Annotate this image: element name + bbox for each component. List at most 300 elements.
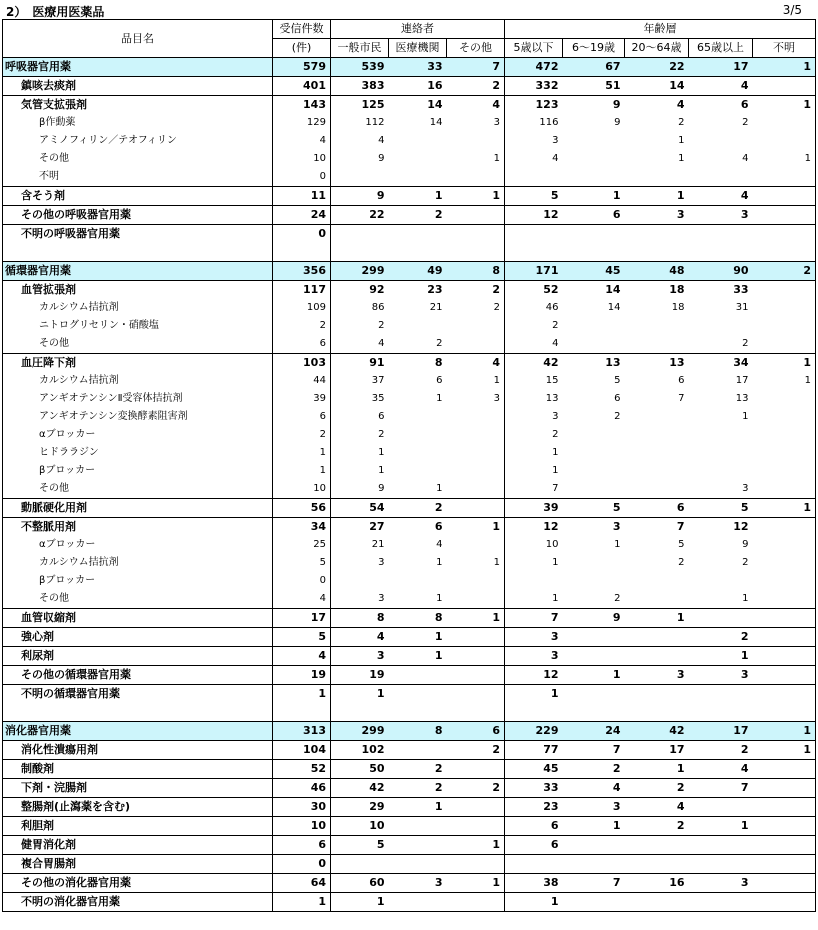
cell-value: 1 <box>625 187 689 206</box>
cell-value: 2 <box>678 557 685 568</box>
cell-value <box>389 685 447 704</box>
cell-value <box>331 168 389 187</box>
column-group-age: 年齢層 <box>505 20 816 39</box>
cell-value: 1 <box>742 593 749 604</box>
cell-value: 3 <box>563 518 625 537</box>
cell-value: 1 <box>753 354 816 373</box>
row-label: 整腸剤(止瀉薬を含む) <box>3 798 273 817</box>
cell-value: 30 <box>273 798 331 817</box>
cell-value <box>625 243 689 262</box>
cell-value: 91 <box>331 354 389 373</box>
table-row <box>3 281 816 300</box>
cell-value <box>689 168 753 187</box>
cell-value: 18 <box>625 281 689 300</box>
cell-value: 2 <box>447 77 505 96</box>
table-row <box>3 462 816 480</box>
cell-value <box>563 335 625 354</box>
table-row <box>3 722 816 741</box>
row-label: 不整脈用剤 <box>3 518 273 537</box>
row-label: その他の循環器官用薬 <box>3 666 273 685</box>
cell-value: 1 <box>447 874 505 893</box>
column-header-other: その他 <box>447 39 505 58</box>
cell-value <box>753 390 816 408</box>
cell-value <box>389 225 447 244</box>
cell-value: 4 <box>378 338 385 349</box>
cell-value <box>447 628 505 647</box>
cell-value <box>447 408 505 426</box>
cell-value: 6 <box>689 96 753 115</box>
cell-value: 1 <box>753 96 816 115</box>
cell-value <box>689 243 753 262</box>
cell-value <box>689 609 753 628</box>
cell-value: 125 <box>331 96 389 115</box>
cell-value: 56 <box>273 499 331 518</box>
cell-value: 14 <box>563 281 625 300</box>
cell-value: 2 <box>447 779 505 798</box>
cell-value <box>447 462 505 480</box>
cell-value: 1 <box>389 187 447 206</box>
row-label: アンギオテンシン変換酵素阻害剤 <box>3 408 273 426</box>
cell-value: 60 <box>331 874 389 893</box>
cell-value: 23 <box>505 798 563 817</box>
cell-value <box>447 647 505 666</box>
table-row <box>3 536 816 554</box>
column-header-count: 受信件数 <box>273 20 331 39</box>
cell-value: 2 <box>614 411 621 422</box>
cell-value <box>753 893 816 912</box>
cell-value: 2 <box>742 557 749 568</box>
cell-value: 5 <box>505 187 563 206</box>
cell-value <box>389 855 447 874</box>
cell-value: 6 <box>563 206 625 225</box>
cell-value: 15 <box>545 375 559 386</box>
cell-value <box>563 225 625 244</box>
row-label: 利尿剤 <box>3 647 273 666</box>
row-label: カルシウム拮抗剤 <box>3 554 273 572</box>
cell-value: 1 <box>689 817 753 836</box>
cell-value: 42 <box>505 354 563 373</box>
cell-value <box>389 426 447 444</box>
table-row <box>3 132 816 150</box>
row-label: その他 <box>3 150 273 168</box>
table-row <box>3 685 816 704</box>
cell-value: 7 <box>552 483 559 494</box>
cell-value <box>753 798 816 817</box>
cell-value: 1 <box>742 411 749 422</box>
cell-value: 17 <box>689 58 753 77</box>
cell-value: 1 <box>505 893 563 912</box>
cell-value: 117 <box>273 281 331 300</box>
cell-value: 6 <box>447 722 505 741</box>
cell-value <box>563 855 625 874</box>
cell-value: 332 <box>505 77 563 96</box>
row-label: カルシウム拮抗剤 <box>3 299 273 317</box>
cell-value <box>753 685 816 704</box>
cell-value: 1 <box>625 609 689 628</box>
cell-value: 44 <box>273 372 331 390</box>
cell-value: 29 <box>331 798 389 817</box>
cell-value <box>447 703 505 722</box>
cell-value: 16 <box>389 77 447 96</box>
column-header-count-unit: (件) <box>273 39 331 58</box>
cell-value <box>753 206 816 225</box>
table-row <box>3 836 816 855</box>
cell-value: 3 <box>625 666 689 685</box>
row-label: その他 <box>3 590 273 609</box>
column-header-medical: 医療機関 <box>389 39 447 58</box>
cell-value: 1 <box>273 462 331 480</box>
table-row <box>3 77 816 96</box>
cell-value: 1 <box>447 609 505 628</box>
cell-value: 12 <box>505 666 563 685</box>
cell-value <box>563 132 625 150</box>
cell-value: 45 <box>505 760 563 779</box>
cell-value: 6 <box>505 817 563 836</box>
cell-value <box>625 893 689 912</box>
cell-value: 1 <box>505 685 563 704</box>
cell-value: 104 <box>273 741 331 760</box>
cell-value: 2 <box>563 760 625 779</box>
row-label: 気管支拡張剤 <box>3 96 273 115</box>
cell-value <box>447 536 505 554</box>
table-row <box>3 96 816 115</box>
column-header-age-6-19: 6～19歳 <box>563 39 625 58</box>
cell-value: 2 <box>389 499 447 518</box>
cell-value: 1 <box>436 393 443 404</box>
cell-value: 2 <box>625 817 689 836</box>
cell-value: 4 <box>273 590 331 609</box>
cell-value: 10 <box>331 817 389 836</box>
cell-value: 39 <box>273 390 331 408</box>
cell-value: 77 <box>505 741 563 760</box>
cell-value: 4 <box>625 798 689 817</box>
cell-value: 8 <box>447 262 505 281</box>
cell-value: 4 <box>447 96 505 115</box>
cell-value <box>689 225 753 244</box>
cell-value <box>447 444 505 462</box>
cell-value: 6 <box>273 335 331 354</box>
cell-value: 1 <box>331 685 389 704</box>
cell-value: 92 <box>331 281 389 300</box>
cell-value: 24 <box>563 722 625 741</box>
cell-value <box>447 317 505 335</box>
cell-value: 2 <box>447 281 505 300</box>
cell-value: 45 <box>563 262 625 281</box>
row-label: 複合胃腸剤 <box>3 855 273 874</box>
cell-value <box>689 462 753 480</box>
cell-value: 6 <box>273 836 331 855</box>
cell-value <box>753 874 816 893</box>
cell-value: 1 <box>753 150 816 168</box>
table-row <box>3 590 816 609</box>
cell-value <box>447 132 505 150</box>
cell-value <box>389 408 447 426</box>
cell-value: 21 <box>371 539 385 550</box>
cell-value: 13 <box>545 393 559 404</box>
table-row <box>3 354 816 373</box>
row-label: 消化性潰瘍用剤 <box>3 741 273 760</box>
cell-value: 1 <box>689 647 753 666</box>
cell-value <box>753 836 816 855</box>
cell-value: 86 <box>371 302 385 313</box>
cell-value: 4 <box>552 153 559 164</box>
cell-value <box>753 132 816 150</box>
cell-value <box>447 666 505 685</box>
cell-value: 9 <box>563 609 625 628</box>
cell-value <box>753 554 816 572</box>
cell-value: 9 <box>563 96 625 115</box>
cell-value: 2 <box>742 117 749 128</box>
table-row <box>3 58 816 77</box>
cell-value: 2 <box>447 741 505 760</box>
cell-value: 42 <box>625 722 689 741</box>
cell-value <box>753 281 816 300</box>
cell-value: 1 <box>447 554 505 572</box>
row-label: βブロッカー <box>3 572 273 590</box>
table-row <box>3 299 816 317</box>
cell-value <box>331 572 389 590</box>
cell-value <box>389 150 447 168</box>
cell-value: 4 <box>552 338 559 349</box>
cell-value: 1 <box>563 817 625 836</box>
table-row <box>3 168 816 187</box>
cell-value: 383 <box>331 77 389 96</box>
cell-value <box>625 426 689 444</box>
cell-value: 9 <box>614 117 621 128</box>
cell-value: 299 <box>331 722 389 741</box>
cell-value: 21 <box>429 302 443 313</box>
cell-value: 2 <box>389 760 447 779</box>
table-row <box>3 779 816 798</box>
table-row <box>3 243 816 262</box>
row-label: 不明の消化器官用薬 <box>3 893 273 912</box>
cell-value: 51 <box>563 77 625 96</box>
cell-value: 38 <box>505 874 563 893</box>
cell-value: 1 <box>753 58 816 77</box>
cell-value: 2 <box>552 320 559 331</box>
cell-value: 3 <box>563 798 625 817</box>
table-row <box>3 426 816 444</box>
cell-value <box>389 666 447 685</box>
cell-value: 37 <box>371 375 385 386</box>
cell-value <box>563 243 625 262</box>
cell-value: 6 <box>505 836 563 855</box>
cell-value <box>753 666 816 685</box>
table-row <box>3 554 816 572</box>
cell-value: 23 <box>389 281 447 300</box>
cell-value: 1 <box>678 153 685 164</box>
cell-value: 33 <box>505 779 563 798</box>
cell-value: 7 <box>689 779 753 798</box>
cell-value <box>447 243 505 262</box>
cell-value: 1 <box>552 557 559 568</box>
report-header <box>0 0 818 18</box>
cell-value: 579 <box>273 58 331 77</box>
row-label: 含そう剤 <box>3 187 273 206</box>
cell-value: 35 <box>371 393 385 404</box>
cell-value: 2 <box>378 320 385 331</box>
cell-value: 112 <box>365 117 385 128</box>
row-label: カルシウム拮抗剤 <box>3 372 273 390</box>
cell-value: 5 <box>273 554 331 572</box>
cell-value <box>447 480 505 499</box>
cell-value: 7 <box>563 741 625 760</box>
cell-value: 50 <box>331 760 389 779</box>
cell-value: 3 <box>689 206 753 225</box>
cell-value <box>625 444 689 462</box>
cell-value: 356 <box>273 262 331 281</box>
cell-value: 48 <box>625 262 689 281</box>
cell-value: 1 <box>273 685 331 704</box>
cell-value: 0 <box>273 572 331 590</box>
row-label: αブロッカー <box>3 536 273 554</box>
cell-value: 25 <box>273 536 331 554</box>
statistics-table <box>2 19 816 912</box>
cell-value: 1 <box>447 187 505 206</box>
cell-value <box>389 168 447 187</box>
cell-value: 24 <box>273 206 331 225</box>
cell-value: 14 <box>607 302 621 313</box>
cell-value: 8 <box>331 609 389 628</box>
table-row <box>3 760 816 779</box>
cell-value: 67 <box>563 58 625 77</box>
cell-value: 7 <box>625 518 689 537</box>
cell-value: 1 <box>389 647 447 666</box>
table-row <box>3 206 816 225</box>
cell-value: 12 <box>505 518 563 537</box>
cell-value: 2 <box>552 429 559 440</box>
cell-value <box>331 703 389 722</box>
cell-value <box>625 572 689 590</box>
cell-value <box>563 168 625 187</box>
cell-value: 1 <box>552 593 559 604</box>
cell-value <box>753 168 816 187</box>
cell-value: 3 <box>689 666 753 685</box>
cell-value: 1 <box>753 722 816 741</box>
cell-value: 22 <box>625 58 689 77</box>
cell-value: 1 <box>389 798 447 817</box>
cell-value: 1 <box>753 372 816 390</box>
cell-value: 5 <box>614 375 621 386</box>
cell-value <box>753 187 816 206</box>
cell-value: 116 <box>539 117 559 128</box>
cell-value <box>689 893 753 912</box>
cell-value: 6 <box>614 393 621 404</box>
cell-value: 9 <box>331 187 389 206</box>
cell-value <box>447 798 505 817</box>
cell-value <box>447 760 505 779</box>
cell-value <box>505 703 563 722</box>
row-label: 健胃消化剤 <box>3 836 273 855</box>
row-label: 制酸剤 <box>3 760 273 779</box>
cell-value <box>563 685 625 704</box>
table-row <box>3 609 816 628</box>
cell-value <box>689 703 753 722</box>
cell-value: 31 <box>735 302 749 313</box>
cell-value <box>331 243 389 262</box>
cell-value: 2 <box>689 628 753 647</box>
cell-value: 7 <box>505 609 563 628</box>
cell-value: 5 <box>678 539 685 550</box>
cell-value <box>273 243 331 262</box>
cell-value: 8 <box>389 722 447 741</box>
cell-value <box>563 317 625 335</box>
cell-value: 4 <box>689 77 753 96</box>
cell-value <box>753 518 816 537</box>
cell-value: 6 <box>625 499 689 518</box>
column-header-public: 一般市民 <box>331 39 389 58</box>
cell-value: 3 <box>378 593 385 604</box>
cell-value: 2 <box>625 779 689 798</box>
cell-value: 3 <box>331 647 389 666</box>
cell-value: 4 <box>625 96 689 115</box>
cell-value: 2 <box>742 338 749 349</box>
table-row <box>3 317 816 335</box>
cell-value <box>625 647 689 666</box>
table-row <box>3 628 816 647</box>
cell-value <box>389 836 447 855</box>
cell-value <box>505 243 563 262</box>
table-row <box>3 647 816 666</box>
cell-value: 1 <box>614 539 621 550</box>
cell-value <box>753 77 816 96</box>
cell-value: 19 <box>331 666 389 685</box>
cell-value <box>447 225 505 244</box>
cell-value: 2 <box>273 426 331 444</box>
table-row <box>3 372 816 390</box>
cell-value <box>625 225 689 244</box>
cell-value <box>563 426 625 444</box>
cell-value: 33 <box>389 58 447 77</box>
cell-value <box>563 444 625 462</box>
cell-value <box>753 703 816 722</box>
table-row <box>3 666 816 685</box>
row-label: その他の呼吸器官用薬 <box>3 206 273 225</box>
row-label: 血管拡張剤 <box>3 281 273 300</box>
cell-value: 11 <box>273 187 331 206</box>
cell-value: 2 <box>678 117 685 128</box>
cell-value: 2 <box>389 779 447 798</box>
cell-value <box>563 647 625 666</box>
cell-value: 3 <box>552 135 559 146</box>
cell-value: 4 <box>689 760 753 779</box>
table-row <box>3 798 816 817</box>
cell-value: 3 <box>505 647 563 666</box>
table-row <box>3 408 816 426</box>
cell-value: 171 <box>505 262 563 281</box>
cell-value <box>447 893 505 912</box>
row-label: 呼吸器官用薬 <box>3 58 273 77</box>
cell-value <box>753 335 816 354</box>
table-row <box>3 817 816 836</box>
cell-value: 4 <box>447 354 505 373</box>
cell-value: 6 <box>678 375 685 386</box>
cell-value: 123 <box>505 96 563 115</box>
cell-value: 1 <box>753 499 816 518</box>
cell-value: 2 <box>689 741 753 760</box>
cell-value <box>389 243 447 262</box>
cell-value <box>563 703 625 722</box>
cell-value: 17 <box>625 741 689 760</box>
cell-value <box>389 741 447 760</box>
row-label: 強心剤 <box>3 628 273 647</box>
cell-value: 54 <box>331 499 389 518</box>
cell-value <box>447 206 505 225</box>
cell-value <box>447 426 505 444</box>
cell-value: 1 <box>447 150 505 168</box>
cell-value: 9 <box>378 153 385 164</box>
cell-value: 14 <box>429 117 443 128</box>
